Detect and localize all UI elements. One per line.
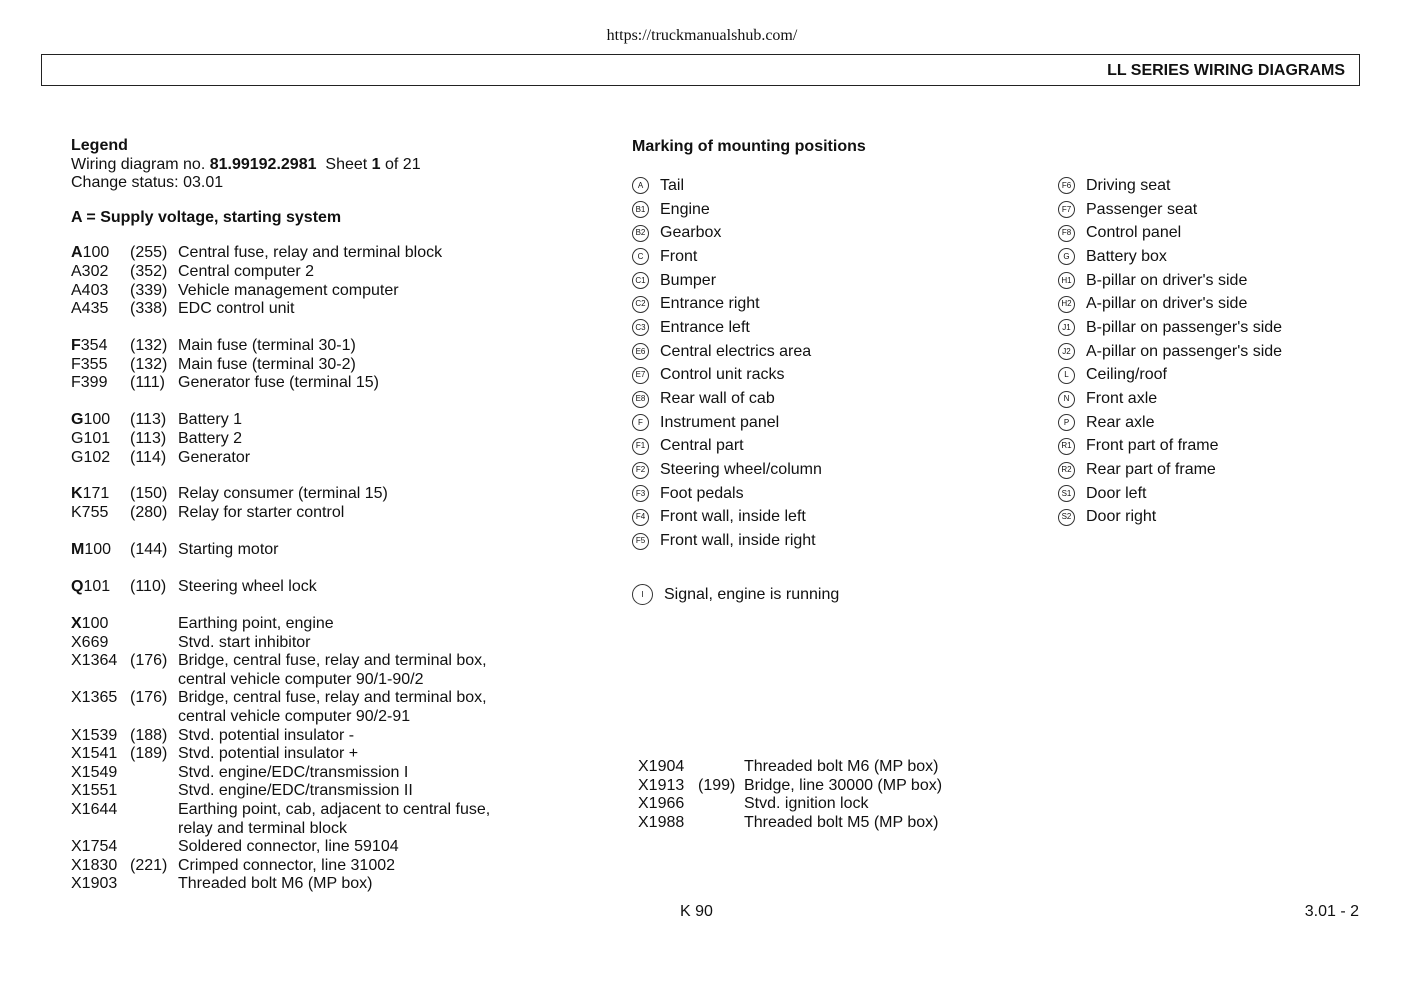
sheet-label: Sheet	[325, 155, 372, 173]
positions-title: Marking of mounting positions	[632, 138, 866, 155]
component-page-ref	[130, 671, 178, 690]
source-url: https://truckmanualshub.com/	[606, 27, 798, 44]
change-status: Change status: 03.01	[71, 174, 224, 192]
component-code-number: F399	[71, 374, 108, 392]
component-row	[71, 374, 591, 393]
position-item	[632, 174, 822, 198]
component-page-ref	[698, 758, 744, 777]
component-row	[71, 727, 591, 746]
component-letter: G	[71, 411, 84, 429]
component-page-ref: (132)	[130, 355, 168, 373]
component-code	[71, 615, 130, 634]
position-marker-icon: F3	[632, 485, 649, 502]
component-code	[71, 504, 130, 523]
component-row	[71, 634, 591, 653]
position-marker-icon: C	[632, 248, 649, 265]
position-item	[1058, 411, 1282, 435]
component-code-number: 100	[82, 244, 110, 262]
component-description: Generator	[178, 448, 251, 466]
component-code	[71, 820, 130, 839]
position-label: A-pillar on driver's side	[1086, 295, 1248, 313]
position-label: Control unit racks	[660, 366, 785, 384]
component-page-ref: (114)	[130, 448, 167, 466]
component-row	[71, 652, 591, 671]
component-row	[71, 449, 591, 468]
position-label: B-pillar on driver's side	[1086, 271, 1248, 289]
component-code	[71, 485, 130, 504]
component-page-ref: (132)	[130, 337, 168, 355]
position-item	[632, 292, 822, 316]
signal-marker-icon: I	[632, 584, 653, 605]
component-description: Stvd. start inhibitor	[178, 633, 311, 651]
component-page-ref	[130, 838, 178, 857]
component-code	[71, 282, 130, 301]
diagram-number-line	[71, 156, 591, 175]
diagram-number: 81.99192.2981	[209, 155, 317, 173]
position-label: Front wall, inside right	[660, 532, 816, 550]
component-code	[71, 634, 130, 653]
component-row	[71, 282, 591, 301]
position-label: Instrument panel	[660, 413, 780, 431]
position-item	[632, 198, 822, 222]
position-item	[1058, 174, 1282, 198]
component-description: Stvd. potential insulator -	[178, 726, 355, 744]
position-label: Rear part of frame	[1086, 461, 1216, 479]
component-code	[71, 263, 130, 282]
component-code	[71, 745, 130, 764]
component-code-number: 100	[81, 615, 109, 633]
component-description: Bridge, line 30000 (MP box)	[744, 776, 943, 794]
position-label: Rear wall of cab	[660, 390, 775, 408]
signal-item	[632, 584, 839, 605]
component-row	[71, 541, 591, 560]
component-group	[71, 541, 591, 560]
position-item	[632, 245, 822, 269]
component-row	[71, 708, 591, 727]
component-code	[71, 449, 130, 468]
position-marker-icon: E7	[632, 367, 649, 384]
component-code	[71, 374, 130, 393]
position-marker-icon: R2	[1058, 462, 1075, 479]
component-code	[71, 337, 130, 356]
component-description: Threaded bolt M6 (MP box)	[178, 875, 373, 893]
component-code-number: X1754	[71, 838, 118, 856]
position-marker-icon: A	[632, 177, 649, 194]
position-marker-icon: B1	[632, 201, 649, 218]
component-description: Relay consumer (terminal 15)	[178, 485, 388, 503]
position-label: Front axle	[1086, 390, 1158, 408]
component-code-number: X1551	[71, 782, 118, 800]
component-code-number: X1830	[71, 856, 118, 874]
component-page-ref: (221)	[130, 856, 168, 874]
component-code	[71, 430, 130, 449]
position-item	[1058, 198, 1282, 222]
position-item	[1058, 387, 1282, 411]
position-item	[1058, 482, 1282, 506]
component-page-ref: (176)	[130, 652, 168, 670]
component-row	[71, 745, 591, 764]
position-marker-icon: F	[632, 414, 649, 431]
component-row	[71, 671, 591, 690]
component-page-ref: (113)	[130, 411, 167, 429]
component-description: Main fuse (terminal 30-1)	[178, 337, 356, 355]
position-marker-icon: E6	[632, 343, 649, 360]
component-page-ref: (144)	[130, 541, 168, 559]
signal-label: Signal, engine is running	[664, 585, 840, 603]
section-title: A = Supply voltage, starting system	[71, 208, 342, 226]
position-item	[632, 506, 822, 530]
component-code	[71, 578, 130, 597]
position-item	[1058, 221, 1282, 245]
component-description: Stvd. engine/EDC/transmission II	[178, 782, 413, 800]
position-marker-icon: F6	[1058, 177, 1075, 194]
component-description: Battery 1	[178, 411, 243, 429]
component-code	[71, 708, 130, 727]
component-code-number: 354	[80, 337, 108, 355]
component-page-ref: (339)	[130, 281, 168, 299]
component-group	[71, 411, 591, 467]
component-group	[71, 578, 591, 597]
component-group	[71, 615, 591, 894]
component-letter: A	[71, 244, 83, 262]
component-row	[638, 758, 942, 777]
position-label: Entrance right	[660, 295, 760, 313]
component-code	[71, 244, 130, 263]
component-row	[71, 356, 591, 375]
component-code-number: X1549	[71, 763, 118, 781]
component-description: Main fuse (terminal 30-2)	[178, 355, 356, 373]
position-marker-icon: J2	[1058, 343, 1075, 360]
position-item	[1058, 269, 1282, 293]
position-marker-icon: S2	[1058, 509, 1075, 526]
position-marker-icon: H2	[1058, 296, 1075, 313]
legend-column	[71, 137, 591, 912]
component-code-number: X1365	[71, 689, 118, 707]
position-item	[632, 364, 822, 388]
component-row	[638, 814, 942, 833]
component-description: Threaded bolt M5 (MP box)	[744, 813, 939, 831]
position-label: Gearbox	[660, 224, 722, 242]
component-row	[638, 777, 942, 796]
position-item	[1058, 435, 1282, 459]
position-item	[1058, 245, 1282, 269]
page-header	[41, 54, 1360, 86]
component-description: EDC control unit	[178, 300, 295, 318]
component-page-ref	[130, 615, 178, 634]
component-description: Vehicle management computer	[178, 281, 399, 299]
position-label: Foot pedals	[660, 484, 744, 502]
component-page-ref: (352)	[130, 262, 168, 280]
component-page-ref: (113)	[130, 429, 167, 447]
continued-component-table	[638, 758, 942, 832]
component-row	[71, 411, 591, 430]
component-code-number: G102	[71, 448, 111, 466]
position-label: Rear axle	[1086, 413, 1155, 431]
position-marker-icon: H1	[1058, 272, 1075, 289]
positions-list-right	[1058, 174, 1282, 529]
component-code-number: X669	[71, 633, 109, 651]
position-item	[1058, 458, 1282, 482]
component-code: X1904	[638, 758, 685, 775]
component-row	[71, 337, 591, 356]
component-description: Stvd. ignition lock	[744, 795, 869, 813]
position-marker-icon: B2	[632, 225, 649, 242]
component-description: Generator fuse (terminal 15)	[178, 374, 379, 392]
position-label: Engine	[660, 200, 710, 218]
position-label: Entrance left	[660, 318, 750, 336]
page-number: 3.01 - 2	[1304, 903, 1359, 920]
component-code-number: 171	[82, 485, 110, 503]
component-row	[71, 801, 591, 820]
position-label: Door right	[1086, 508, 1157, 526]
component-description: Earthing point, cab, adjacent to central fuse,	[178, 800, 491, 818]
position-label: Bumper	[660, 271, 717, 289]
position-marker-icon: S1	[1058, 485, 1075, 502]
component-code-number: X1541	[71, 745, 118, 763]
component-page-ref: (199)	[698, 776, 736, 794]
position-label: A-pillar on passenger's side	[1086, 342, 1283, 360]
component-page-ref: (176)	[130, 689, 168, 707]
component-row	[71, 615, 591, 634]
component-row	[71, 857, 591, 876]
component-code-number: A403	[71, 281, 109, 299]
component-description: Bridge, central fuse, relay and terminal box,	[178, 652, 487, 670]
component-row	[71, 875, 591, 894]
component-page-ref: (150)	[130, 485, 168, 503]
position-item	[632, 316, 822, 340]
component-code: X1988	[638, 813, 685, 831]
position-item	[1058, 506, 1282, 530]
component-code-number: 100	[83, 411, 111, 429]
component-group	[71, 337, 591, 393]
position-marker-icon: L	[1058, 367, 1075, 384]
component-code	[71, 356, 130, 375]
component-row	[71, 838, 591, 857]
position-label: Battery box	[1086, 247, 1167, 265]
component-page-ref	[130, 634, 178, 653]
component-page-ref	[130, 708, 178, 727]
component-page-ref	[130, 782, 178, 801]
position-label: Central part	[660, 437, 744, 455]
position-item	[632, 529, 822, 553]
component-letter: K	[71, 485, 83, 503]
position-marker-icon: F4	[632, 509, 649, 526]
component-code	[71, 652, 130, 671]
component-group	[71, 244, 591, 318]
component-row	[71, 244, 591, 263]
component-page-ref: (255)	[130, 244, 168, 262]
component-description: Central computer 2	[178, 262, 315, 280]
component-row	[71, 300, 591, 319]
component-code-number: X1903	[71, 875, 118, 893]
sheet-number: 1	[371, 155, 381, 173]
component-code-number: X1539	[71, 726, 118, 744]
component-page-ref: (111)	[130, 374, 165, 392]
component-code	[71, 411, 130, 430]
legend-title: Legend	[71, 137, 128, 154]
component-page-ref	[698, 795, 744, 814]
component-code-number: A435	[71, 300, 109, 318]
header-title: LL SERIES WIRING DIAGRAMS	[1107, 62, 1345, 79]
position-label: Ceiling/roof	[1086, 366, 1167, 384]
component-description: Threaded bolt M6 (MP box)	[744, 758, 939, 775]
component-code-number: G101	[71, 429, 111, 447]
position-marker-icon: C3	[632, 319, 649, 336]
position-item	[632, 269, 822, 293]
component-page-ref: (188)	[130, 726, 168, 744]
position-marker-icon: G	[1058, 248, 1075, 265]
position-marker-icon: N	[1058, 391, 1075, 408]
sheet-total: of 21	[380, 155, 421, 173]
position-item	[1058, 292, 1282, 316]
component-row	[71, 689, 591, 708]
position-marker-icon: P	[1058, 414, 1075, 431]
component-row	[71, 782, 591, 801]
position-item	[632, 482, 822, 506]
position-marker-icon: F5	[632, 533, 649, 550]
position-label: Front wall, inside left	[660, 508, 806, 526]
position-item	[632, 221, 822, 245]
component-page-ref	[698, 814, 744, 833]
component-letter: M	[71, 541, 85, 559]
component-row	[71, 820, 591, 839]
component-page-ref	[130, 801, 178, 820]
component-page-ref: (338)	[130, 300, 168, 318]
component-description: Crimped connector, line 31002	[178, 856, 396, 874]
component-code	[71, 764, 130, 783]
footer-code: K 90	[680, 903, 713, 920]
position-item	[1058, 316, 1282, 340]
component-code	[71, 541, 130, 560]
component-code	[71, 300, 130, 319]
component-letter: X	[71, 615, 82, 633]
component-code	[71, 801, 130, 820]
component-group	[71, 485, 591, 522]
position-label: Steering wheel/column	[660, 461, 822, 479]
position-item	[1058, 364, 1282, 388]
position-label: Passenger seat	[1086, 200, 1198, 218]
position-item	[632, 411, 822, 435]
component-code: X1913	[638, 776, 685, 794]
component-code	[71, 857, 130, 876]
position-label: Central electrics area	[660, 342, 812, 360]
component-description: Central fuse, relay and terminal block	[178, 244, 443, 262]
component-page-ref: (280)	[130, 504, 168, 522]
component-code	[71, 689, 130, 708]
position-marker-icon: F2	[632, 462, 649, 479]
component-page-ref	[130, 875, 178, 894]
component-code	[71, 838, 130, 857]
component-description: Bridge, central fuse, relay and terminal box,	[178, 689, 487, 707]
position-item	[632, 340, 822, 364]
position-item	[632, 435, 822, 459]
diagram-prefix: Wiring diagram no.	[71, 155, 210, 173]
position-item	[632, 387, 822, 411]
component-description: Battery 2	[178, 429, 243, 447]
component-code	[71, 727, 130, 746]
component-code: X1966	[638, 795, 685, 813]
position-label: Control panel	[1086, 224, 1182, 242]
component-description: Stvd. potential insulator +	[178, 745, 359, 763]
position-item	[632, 458, 822, 482]
component-description: central vehicle computer 90/1-90/2	[178, 670, 424, 688]
component-description: Steering wheel lock	[178, 578, 317, 596]
position-label: Door left	[1086, 484, 1147, 502]
component-code	[71, 875, 130, 894]
position-label: Front	[660, 247, 698, 265]
component-row	[638, 795, 942, 814]
position-marker-icon: J1	[1058, 319, 1075, 336]
component-description: Soldered connector, line 59104	[178, 838, 399, 856]
position-marker-icon: F1	[632, 438, 649, 455]
component-row	[71, 578, 591, 597]
component-page-ref	[130, 764, 178, 783]
position-marker-icon: C1	[632, 272, 649, 289]
position-marker-icon: E8	[632, 391, 649, 408]
component-code-number: X1364	[71, 652, 118, 670]
component-code-number: K755	[71, 504, 109, 522]
component-code-number: 100	[84, 541, 112, 559]
component-row	[71, 485, 591, 504]
component-page-ref: (110)	[130, 578, 167, 596]
component-description: Relay for starter control	[178, 504, 345, 522]
component-code-number: 101	[83, 578, 111, 596]
component-code-number: F355	[71, 355, 108, 373]
component-groups	[71, 244, 591, 894]
position-marker-icon: F8	[1058, 225, 1075, 242]
positions-list-left	[632, 174, 822, 553]
component-page-ref	[130, 820, 178, 839]
component-code-number: A302	[71, 262, 109, 280]
component-row	[71, 764, 591, 783]
component-description: relay and terminal block	[178, 819, 347, 837]
component-description: Starting motor	[178, 541, 279, 559]
component-letter: F	[71, 337, 81, 355]
component-description: central vehicle computer 90/2-91	[178, 708, 411, 725]
component-letter: Q	[71, 578, 84, 596]
component-row	[71, 263, 591, 282]
component-code-number: X1644	[71, 800, 118, 818]
position-marker-icon: R1	[1058, 438, 1075, 455]
component-row	[71, 430, 591, 449]
position-marker-icon: C2	[632, 296, 649, 313]
position-label: Tail	[660, 176, 685, 194]
component-page-ref: (189)	[130, 745, 168, 763]
component-code	[71, 671, 130, 690]
position-item	[1058, 340, 1282, 364]
component-description: Earthing point, engine	[178, 615, 334, 633]
component-code	[71, 782, 130, 801]
position-label: B-pillar on passenger's side	[1086, 318, 1283, 336]
component-description: Stvd. engine/EDC/transmission I	[178, 763, 409, 781]
position-marker-icon: F7	[1058, 201, 1075, 218]
component-row	[71, 504, 591, 523]
position-label: Driving seat	[1086, 176, 1171, 194]
position-label: Front part of frame	[1086, 437, 1219, 455]
